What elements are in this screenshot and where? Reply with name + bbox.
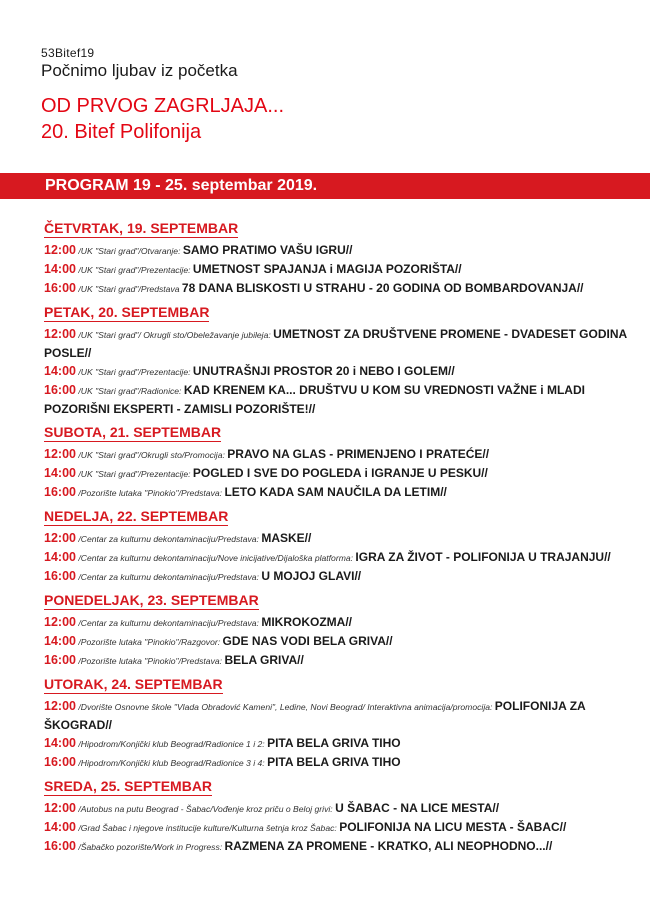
day-section (44, 592, 644, 670)
event-time: 16:00 (44, 755, 76, 769)
day-title: PETAK, 20. SEPTEMBAR (44, 304, 210, 320)
event-row (44, 548, 644, 567)
event-row (44, 464, 644, 483)
event-title: POLIFONIJA NA LICU MESTA - ŠABAC// (339, 820, 567, 834)
event-title: PRAVO NA GLAS - PRIMENJENO I PRATEĆE// (227, 447, 490, 461)
event-row (44, 241, 644, 260)
program-title: OD PRVOG ZAGRLJAJA... (41, 95, 285, 117)
event-place: /UK "Stari grad"/Otvaranje: (75, 246, 183, 256)
header (41, 46, 601, 145)
event-row (44, 483, 644, 502)
day-title: PONEDELJAK, 23. SEPTEMBAR (44, 592, 259, 608)
event-time: 16:00 (44, 485, 76, 499)
event-place: /Centar za kulturnu dekontaminaciju/Predstava: (75, 572, 262, 582)
event-place: /Autobus na putu Beograd - Šabac/Vođenje kroz priču o Beloj grivi: (75, 804, 336, 814)
event-place: /Hipodrom/Konjički klub Beograd/Radionice 3 i 4: (75, 758, 268, 768)
event-place: /Pozorište lutaka "Pinokio"/Razgovor: (75, 637, 223, 647)
event-title: PITA BELA GRIVA TIHO (267, 736, 401, 750)
day-title: SUBOTA, 21. SEPTEMBAR (44, 424, 222, 440)
event-row (44, 445, 644, 464)
event-place: /UK "Stari grad"/Okrugli sto/Promocija: (75, 450, 228, 460)
event-time: 14:00 (44, 634, 76, 648)
event-row (44, 632, 644, 651)
event-row (44, 362, 644, 381)
festival-name: 53Bitef19 (41, 46, 95, 60)
event-title: UMETNOST ZA DRUŠTVENE PROMENE - DVADESET GODINA POSLE// (44, 327, 627, 360)
event-title: UNUTRAŠNJI PROSTOR 20 i NEBO I GOLEM// (192, 364, 455, 378)
event-title: PITA BELA GRIVA TIHO (267, 755, 401, 769)
day-section (44, 508, 644, 586)
program-edition: 20. Bitef Polifonija (41, 121, 202, 143)
event-title: GDE NAS VODI BELA GRIVA// (222, 634, 393, 648)
event-row (44, 651, 644, 670)
event-title: 78 DANA BLISKOSTI U STRAHU - 20 GODINA OD BOMBARDOVANJA// (181, 281, 584, 295)
event-place: /Centar za kulturnu dekontaminaciju/Predstava: (75, 534, 262, 544)
day-section (44, 220, 644, 298)
event-title: IGRA ZA ŽIVOT - POLIFONIJA U TRAJANJU// (355, 550, 611, 564)
event-title: LETO KADA SAM NAUČILA DA LETIM// (224, 485, 447, 499)
event-row (44, 753, 644, 772)
event-place: /Grad Šabac i njegove institucije kulture/Kulturna šetnja kroz Šabac: (75, 823, 340, 833)
event-title: SAMO PRATIMO VAŠU IGRU// (182, 243, 353, 257)
event-time: 12:00 (44, 327, 76, 341)
event-time: 14:00 (44, 466, 76, 480)
event-row (44, 697, 644, 734)
event-title: POGLED I SVE DO POGLEDA i IGRANJE U PESKU// (192, 466, 488, 480)
event-time: 12:00 (44, 243, 76, 257)
event-row (44, 260, 644, 279)
day-title: UTORAK, 24. SEPTEMBAR (44, 676, 223, 692)
event-row (44, 837, 644, 856)
event-row (44, 279, 644, 298)
festival-subtitle: Počnimo ljubav iz početka (41, 61, 238, 80)
day-section (44, 676, 644, 772)
event-row (44, 529, 644, 548)
event-time: 16:00 (44, 839, 76, 853)
event-time: 16:00 (44, 569, 76, 583)
event-time: 12:00 (44, 447, 76, 461)
program-banner (0, 173, 650, 199)
event-title: U ŠABAC - NA LICE MESTA// (335, 801, 500, 815)
event-place: /Šabačko pozorište/Work in Progress: (75, 842, 225, 852)
event-place: /Pozorište lutaka "Pinokio"/Predstava: (75, 656, 225, 666)
event-row (44, 734, 644, 753)
event-place: /UK "Stari grad"/Radionice: (75, 386, 184, 396)
event-title: RAZMENA ZA PROMENE - KRATKO, ALI NEOPHODNO...// (224, 839, 553, 853)
day-title: ČETVRTAK, 19. SEPTEMBAR (44, 220, 239, 236)
event-place: /Hipodrom/Konjički klub Beograd/Radionice 1 i 2: (75, 739, 268, 749)
event-row (44, 567, 644, 586)
event-time: 12:00 (44, 699, 76, 713)
event-place: /UK "Stari grad"/Prezentacije: (75, 367, 193, 377)
event-place: /UK "Stari grad"/Prezentacije: (75, 469, 193, 479)
event-time: 12:00 (44, 615, 76, 629)
event-title: U MOJOJ GLAVI// (261, 569, 362, 583)
event-place: /Centar za kulturnu dekontaminaciju/Nove inicijative/Dijaloška platforma: (75, 553, 356, 563)
event-time: 16:00 (44, 383, 76, 397)
event-title: KAD KRENEM KA... DRUŠTVU U KOM SU VREDNOSTI VAŽNE i MLADI POZORIŠNI EKSPERTI - ZAMISLI POZORIŠTE!// (44, 383, 585, 416)
program-schedule (44, 220, 644, 862)
event-title: MIKROKOZMA// (261, 615, 352, 629)
event-place: /Dvorište Osnovne škole "Vlada Obradović Kameni", Ledine, Novi Beograd/ Interaktivna animacija/promocija: (75, 702, 495, 712)
event-time: 14:00 (44, 364, 76, 378)
event-time: 14:00 (44, 262, 76, 276)
day-title: SREDA, 25. SEPTEMBAR (44, 778, 213, 794)
event-row (44, 613, 644, 632)
event-row (44, 325, 644, 362)
event-row (44, 381, 644, 418)
event-row (44, 799, 644, 818)
day-section (44, 304, 644, 418)
event-time: 12:00 (44, 801, 76, 815)
day-section (44, 778, 644, 856)
program-dates: PROGRAM 19 - 25. septembar 2019. (45, 177, 318, 194)
event-time: 14:00 (44, 820, 76, 834)
event-place: /Pozorište lutaka "Pinokio"/Predstava: (75, 488, 225, 498)
event-time: 12:00 (44, 531, 76, 545)
event-place: /UK "Stari grad"/Predstava (75, 284, 182, 294)
event-title: UMETNOST SPAJANJA i MAGIJA POZORIŠTA// (192, 262, 462, 276)
event-time: 16:00 (44, 653, 76, 667)
event-place: /UK "Stari grad"/ Okrugli sto/Obeležavanje jubileja: (75, 330, 274, 340)
event-title: POLIFONIJA ZA ŠKOGRAD// (44, 699, 586, 732)
event-place: /Centar za kulturnu dekontaminaciju/Predstava: (75, 618, 262, 628)
event-place: /UK "Stari grad"/Prezentacije: (75, 265, 193, 275)
day-section (44, 424, 644, 502)
day-title: NEDELJA, 22. SEPTEMBAR (44, 508, 229, 524)
event-time: 14:00 (44, 550, 76, 564)
event-time: 16:00 (44, 281, 76, 295)
event-time: 14:00 (44, 736, 76, 750)
event-title: BELA GRIVA// (224, 653, 304, 667)
event-title: MASKE// (261, 531, 312, 545)
event-row (44, 818, 644, 837)
